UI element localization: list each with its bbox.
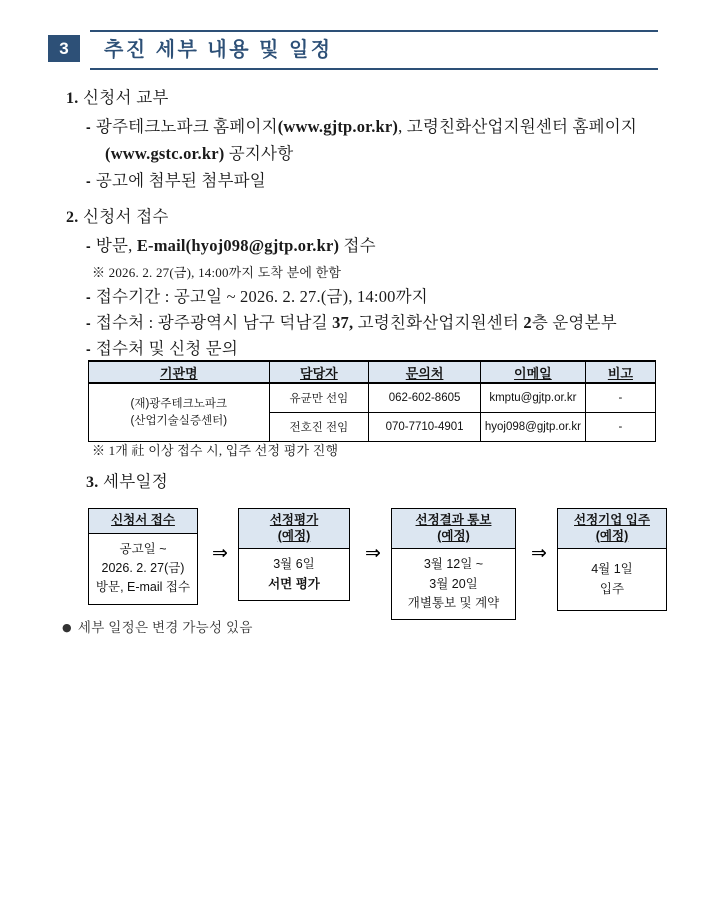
cell-note: - bbox=[585, 413, 655, 442]
cell-name: 유균만 선임 bbox=[269, 383, 369, 413]
flow-step-4-body bbox=[558, 549, 666, 610]
flow-step-1-body bbox=[89, 534, 197, 604]
table-header-row bbox=[89, 361, 656, 383]
sub-2-1-email: E-mail(hyoj098@gjtp.or.kr) bbox=[136, 236, 340, 255]
flow-arrow-2: ⇒ bbox=[365, 542, 381, 564]
flow-step-3-line-1: 3월 12일 ~ bbox=[423, 557, 484, 572]
list-title-3: 세부일정 bbox=[103, 472, 169, 491]
cell-note: - bbox=[585, 383, 655, 413]
cell-organization bbox=[89, 383, 270, 442]
sub-2-3-text-b: 고령친화산업지원센터 bbox=[353, 313, 524, 332]
sub-1-1-text-a: 광주테크노파크 홈페이지 bbox=[95, 117, 278, 136]
flow-step-2-line-2: 서면 평가 bbox=[268, 576, 320, 591]
cell-email: kmptu@gjtp.or.kr bbox=[480, 383, 585, 413]
flow-step-1-title: 신청서 접수 bbox=[111, 513, 175, 527]
flow-step-4-header bbox=[558, 509, 666, 549]
flow-step-2 bbox=[238, 508, 350, 601]
col-header-email: 이메일 bbox=[480, 361, 585, 383]
flow-step-1-header bbox=[89, 509, 197, 534]
flow-step-1-line-2: 2026. 2. 27(금) bbox=[101, 561, 185, 575]
dash-bullet-icon: - bbox=[86, 315, 91, 331]
header-rule-top bbox=[90, 30, 658, 32]
flow-step-2-title: 선정평가 bbox=[269, 513, 319, 527]
list-item-2-sub-3 bbox=[86, 315, 617, 332]
list-number-3: 3. bbox=[86, 474, 99, 491]
bullet-icon: ● bbox=[62, 621, 72, 634]
sub-1-1-text-b: , 고령친화산업지원센터 홈페이지 bbox=[398, 117, 638, 136]
list-item-3 bbox=[86, 474, 168, 491]
list-item-2-sub-2 bbox=[86, 289, 428, 306]
section-header bbox=[48, 28, 658, 70]
col-header-note: 비고 bbox=[585, 361, 655, 383]
bottom-note bbox=[62, 616, 253, 636]
table-row bbox=[89, 383, 656, 413]
dash-bullet-icon: - bbox=[86, 119, 91, 135]
list-title-1: 신청서 교부 bbox=[83, 88, 169, 107]
org-line-1: (재)광주테크노파크 bbox=[130, 397, 228, 410]
flow-step-3 bbox=[391, 508, 516, 620]
contact-table bbox=[88, 360, 656, 442]
sub-1-2-text: 공고에 첨부된 첨부파일 bbox=[95, 171, 266, 190]
sub-2-3-text-a: 접수처 : 광주광역시 남구 덕남길 bbox=[95, 313, 333, 332]
sub-2-1-text-b: 접수 bbox=[339, 236, 376, 255]
flow-step-1-line-1: 공고일 ~ bbox=[119, 541, 167, 556]
org-line-2: (산업기술실증센터) bbox=[130, 414, 228, 427]
cell-tel: 062-602-8605 bbox=[369, 383, 481, 413]
contact-table-header bbox=[89, 361, 656, 383]
dash-bullet-icon: - bbox=[86, 173, 91, 189]
dash-bullet-icon: - bbox=[86, 238, 91, 254]
flow-arrow-1: ⇒ bbox=[212, 542, 228, 564]
sub-1-1-cont-text: 공지사항 bbox=[224, 144, 294, 163]
header-rule-bottom bbox=[90, 68, 658, 70]
contact-table-body bbox=[89, 383, 656, 442]
col-header-org: 기관명 bbox=[89, 361, 270, 383]
table-footnote: ※ 1개 社 이상 접수 시, 입주 선정 평가 진행 bbox=[92, 443, 339, 458]
flow-step-3-line-2: 3월 20일 bbox=[429, 576, 478, 591]
sub-2-3-floor-number: 2 bbox=[523, 313, 532, 332]
list-item-2-sub-1 bbox=[86, 238, 376, 255]
flow-step-3-header bbox=[392, 509, 515, 549]
flow-step-4-line-1: 4월 1일 bbox=[591, 562, 633, 577]
col-header-tel: 문의처 bbox=[369, 361, 481, 383]
list-item-2-sub-4 bbox=[86, 341, 238, 358]
page-title: 추진 세부 내용 및 일정 bbox=[104, 39, 333, 61]
flow-step-2-body bbox=[239, 549, 349, 600]
flow-step-3-line-3: 개별통보 및 계약 bbox=[407, 596, 500, 610]
flow-step-3-body bbox=[392, 549, 515, 619]
dash-bullet-icon: - bbox=[86, 289, 91, 305]
section-number-badge: 3 bbox=[48, 35, 80, 62]
note-arrival-deadline: ※ 2026. 2. 27(금), 14:00까지 도착 분에 한함 bbox=[92, 265, 342, 280]
sub-2-1-text-a: 방문, bbox=[95, 236, 137, 255]
sub-1-1-url-gstc: (www.gstc.or.kr) bbox=[105, 144, 225, 163]
list-title-2: 신청서 접수 bbox=[83, 207, 169, 226]
list-item-1-sub-1-cont bbox=[105, 146, 293, 163]
list-item-1-sub-2 bbox=[86, 173, 266, 190]
sub-2-3-text-c: 층 운영본부 bbox=[531, 313, 617, 332]
list-item-2 bbox=[66, 209, 169, 226]
bottom-note-text: 세부 일정은 변경 가능성 있음 bbox=[77, 620, 253, 635]
flow-step-2-subtitle: (예정) bbox=[277, 528, 311, 543]
flow-step-4-line-2: 입주 bbox=[599, 581, 625, 596]
sub-1-1-url-gjtp: (www.gjtp.or.kr) bbox=[277, 117, 399, 136]
cell-email: hyoj098@gjtp.or.kr bbox=[480, 413, 585, 442]
flow-step-3-title: 선정결과 통보 bbox=[415, 513, 492, 527]
flow-step-3-subtitle: (예정) bbox=[437, 528, 470, 543]
list-item-1-sub-1 bbox=[86, 119, 637, 136]
list-number-1: 1. bbox=[66, 90, 79, 107]
schedule-flow-diagram bbox=[88, 508, 666, 610]
col-header-name: 담당자 bbox=[269, 361, 369, 383]
flow-step-1 bbox=[88, 508, 198, 605]
flow-step-1-line-3: 방문, E-mail 접수 bbox=[95, 580, 191, 595]
list-number-2: 2. bbox=[66, 209, 79, 226]
sub-2-2-text: 접수기간 : 공고일 ~ 2026. 2. 27.(금), 14:00까지 bbox=[95, 287, 428, 306]
sub-2-3-address-number: 37, bbox=[332, 313, 354, 332]
cell-tel: 070-7710-4901 bbox=[369, 413, 481, 442]
sub-2-4-text: 접수처 및 신청 문의 bbox=[95, 339, 238, 358]
flow-step-4 bbox=[557, 508, 667, 611]
dash-bullet-icon: - bbox=[86, 341, 91, 357]
cell-name: 전호진 전임 bbox=[269, 413, 369, 442]
flow-step-2-line-1: 3월 6일 bbox=[273, 557, 315, 572]
flow-step-2-header bbox=[239, 509, 349, 549]
flow-step-4-subtitle: (예정) bbox=[595, 528, 629, 543]
flow-step-4-title: 선정기업 입주 bbox=[574, 513, 650, 527]
list-item-1 bbox=[66, 90, 169, 107]
flow-arrow-3: ⇒ bbox=[531, 542, 547, 564]
